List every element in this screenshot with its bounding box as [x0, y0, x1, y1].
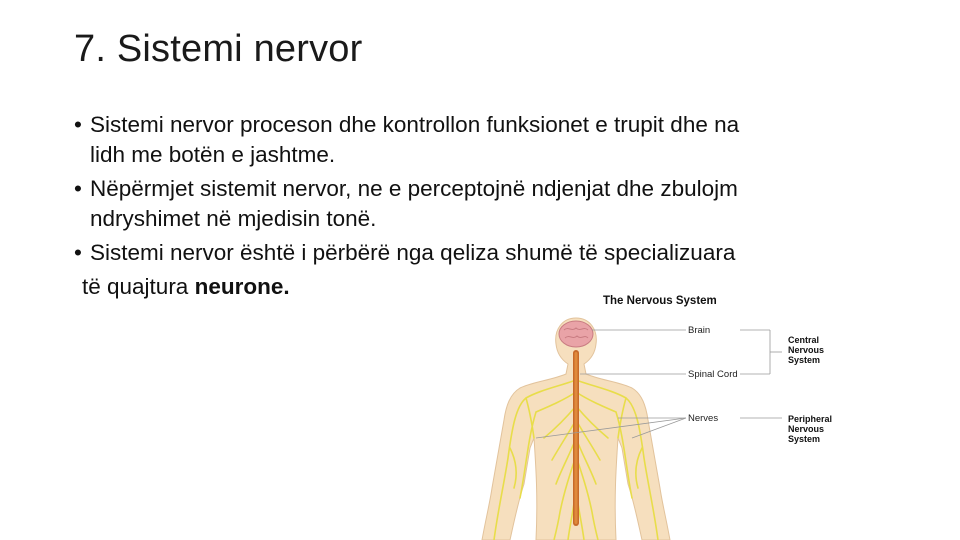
slide-body: [74, 110, 874, 302]
cns-line-1: Central: [788, 335, 820, 345]
bullet-2-line-1: Nëpërmjet sistemit nervor, ne e perceptojnë ndjenjat dhe zbulojm: [90, 176, 738, 201]
bullet-marker: •: [74, 240, 82, 265]
bullet-marker: •: [74, 112, 82, 137]
nervous-system-figure: [470, 288, 860, 540]
bullet-1-line-1: Sistemi nervor proceson dhe kontrollon funksionet e trupit dhe na: [90, 112, 740, 137]
nervous-system-diagram: [470, 288, 860, 540]
pns-line-1: Peripheral: [788, 414, 833, 424]
label-brain: Brain: [688, 325, 711, 336]
label-nerves: Nerves: [688, 413, 719, 424]
bullet-3: [74, 238, 874, 268]
neurone-prefix: të quajtura: [82, 274, 195, 299]
bullet-1: [74, 110, 874, 140]
brain: [559, 321, 593, 347]
neurone-term: neurone.: [194, 274, 290, 299]
bullet-marker: •: [74, 176, 82, 201]
pns-line-2: Nervous: [788, 424, 825, 434]
cns-line-2: Nervous: [788, 345, 825, 355]
bullet-3-line-1: Sistemi nervor është i përbërë nga qeliza shumë të specializuara: [90, 240, 736, 265]
bullet-2-line-2: ndryshimet në mjedisin tonë.: [90, 206, 377, 231]
figure-title: The Nervous System: [603, 295, 717, 307]
bullet-2: [74, 174, 874, 204]
pns-line-3: System: [788, 434, 821, 444]
label-spinal-cord: Spinal Cord: [688, 369, 738, 380]
bullet-1-line-2: lidh me botën e jashtme.: [90, 142, 336, 167]
cns-line-3: System: [788, 355, 821, 365]
slide-title: 7. Sistemi nervor: [74, 28, 363, 70]
